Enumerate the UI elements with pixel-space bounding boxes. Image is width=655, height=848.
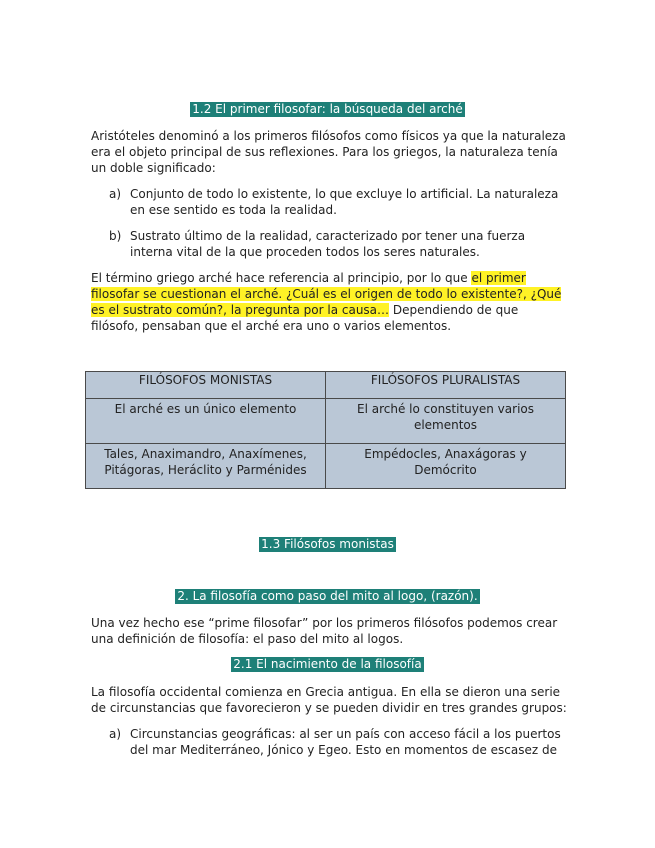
table-cell: Tales, Anaximandro, Anaxímenes, Pitágoras, Heráclito y Parménides [86, 444, 326, 489]
section-1-3-heading-wrap [0, 537, 655, 552]
arche-highlight: el primer filosofar se cuestionan el arché. ¿Cuál es el origen de todo lo existente?, ¿Qué es el sustrato común?, la pregunta por la causa… [91, 271, 562, 317]
table-cell: El arché lo constituyen varios elementos [326, 399, 566, 444]
arche-text-before: El término griego arché hace referencia al principio, por lo que [91, 271, 472, 285]
table-row [86, 399, 566, 444]
table-cell: Empédocles, Anaxágoras y Demócrito [326, 444, 566, 489]
header-pluralistas: FILÓSOFOS PLURALISTAS [326, 372, 566, 399]
section-2-heading-wrap [0, 589, 655, 604]
list-item-text: Circunstancias geográficas: al ser un país con acceso fácil a los puertos del mar Mediterráneo, Jónico y Egeo. Esto en momentos de escasez de [130, 727, 561, 757]
list-item [109, 186, 569, 218]
arche-paragraph [91, 270, 569, 334]
table-header-row [86, 372, 566, 399]
section-2-1-heading: 2.1 El nacimiento de la filosofía [233, 657, 422, 671]
intro-paragraph: Aristóteles denominó a los primeros filósofos como físicos ya que la naturaleza era el objeto principal de sus reflexiones. Para los griegos, la naturaleza tenía un doble significado: [91, 129, 566, 175]
list-item-label: a) [109, 727, 122, 741]
section-2-1-paragraph: La filosofía occidental comienza en Grecia antigua. En ella se dieron una serie de circunstancias que favorecieron y se pueden dividir en tres grandes grupos: [91, 685, 567, 715]
section-2-paragraph: Una vez hecho ese “prime filosofar” por los primeros filósofos podemos crear una definición de filosofía: el paso del mito al logos. [91, 616, 558, 646]
list-item-label: a) [109, 187, 122, 201]
list-item-label: b) [109, 229, 122, 243]
header-monistas: FILÓSOFOS MONISTAS [86, 372, 326, 399]
section-2-heading: 2. La filosofía como paso del mito al logo, (razón). [177, 589, 478, 603]
list-item-text: Conjunto de todo lo existente, lo que excluye lo artificial. La naturaleza en ese sentido es toda la realidad. [130, 187, 559, 217]
section-1-2-heading: 1.2 El primer filosofar: la búsqueda del arché [192, 102, 463, 116]
list-item [109, 726, 569, 758]
table-row [86, 444, 566, 489]
section-1-3-heading: 1.3 Filósofos monistas [261, 537, 394, 551]
list-item-text: Sustrato último de la realidad, caracterizado por tener una fuerza interna vital de la que proceden todos los seres naturales. [130, 229, 526, 259]
arche-text-after: Dependiendo de que filósofo, pensaban que el arché era uno o varios elementos. [91, 303, 519, 333]
section-2-1-heading-wrap [0, 657, 655, 672]
section-1-2-heading-wrap [0, 102, 655, 117]
table-cell: El arché es un único elemento [86, 399, 326, 444]
list-item [109, 228, 569, 260]
philosophers-table [85, 371, 566, 489]
